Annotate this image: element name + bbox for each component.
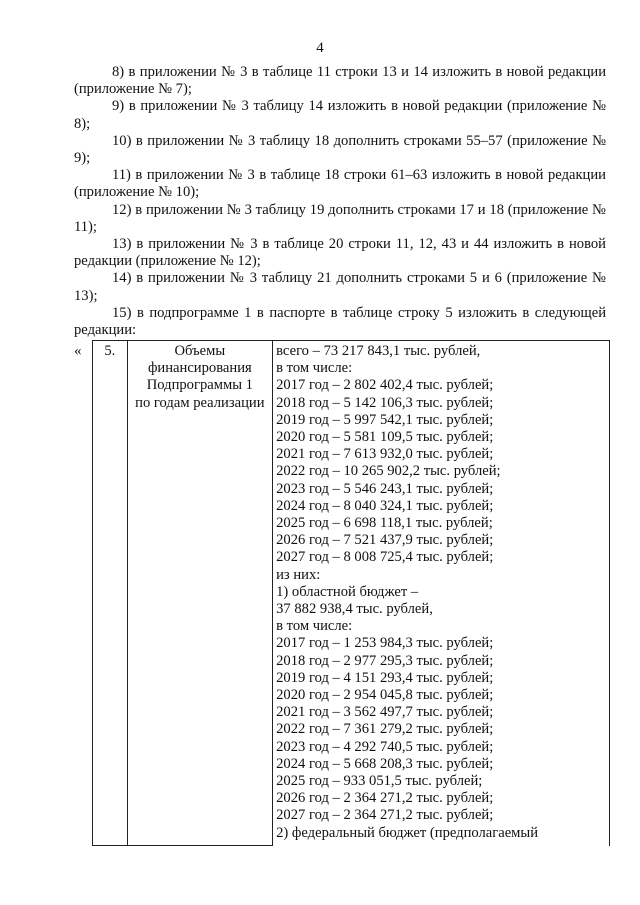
value-line: 2025 год – 6 698 118,1 тыс. рублей;	[276, 515, 493, 532]
value-line: 2020 год – 2 954 045,8 тыс. рублей;	[276, 687, 494, 704]
row-name-cell	[127, 341, 273, 846]
value-line: 2027 год – 8 008 725,4 тыс. рублей;	[276, 549, 494, 566]
value-line: 2022 год – 10 265 902,2 тыс. рублей;	[276, 463, 501, 480]
value-line: 1) областной бюджет –	[276, 583, 419, 600]
value-line: 2021 год – 7 613 932,0 тыс. рублей;	[276, 446, 494, 463]
value-line: 2019 год – 4 151 293,4 тыс. рублей;	[276, 669, 494, 686]
value-line: в том числе:	[276, 618, 353, 635]
row-number-cell	[93, 341, 128, 846]
value-line: 2021 год – 3 562 497,7 тыс. рублей;	[276, 704, 494, 721]
table-row	[93, 341, 610, 846]
row-value-cell	[273, 341, 610, 846]
amendment-item-13: 13) в приложении № 3 в таблице 20 строки 11, 12, 43 и 44 изложить в новой редакции (приложение № 12);	[74, 236, 606, 270]
row-name-line: Объемы	[174, 343, 226, 359]
opening-quote: «	[74, 343, 82, 359]
value-line: 2022 год – 7 361 279,2 тыс. рублей;	[276, 721, 494, 738]
value-line: 2019 год – 5 997 542,1 тыс. рублей;	[276, 411, 494, 428]
row-name-line: финансирования	[147, 360, 252, 377]
value-line: 2018 год – 5 142 106,3 тыс. рублей;	[276, 394, 494, 411]
amendment-item-15: 15) в подпрограмме 1 в паспорте в таблице строку 5 изложить в следующей редакции:	[74, 304, 606, 339]
row-name-line: Подпрограммы 1	[146, 377, 253, 394]
value-line: 2024 год – 8 040 324,1 тыс. рублей;	[276, 497, 494, 514]
row-number: 5.	[104, 343, 116, 359]
value-line: 2020 год – 5 581 109,5 тыс. рублей;	[276, 429, 494, 446]
passport-table	[92, 340, 610, 846]
value-line: 2017 год – 1 253 984,3 тыс. рублей;	[276, 635, 494, 652]
value-line: 2023 год – 5 546 243,1 тыс. рублей;	[276, 480, 494, 497]
value-line: 37 882 938,4 тыс. рублей,	[276, 601, 433, 618]
amendment-item-14: 14) в приложении № 3 таблицу 21 дополнить строками 5 и 6 (приложение № 13);	[74, 270, 606, 304]
value-line: 2) федеральный бюджет (предполагаемый	[276, 824, 539, 841]
value-line: 2027 год – 2 364 271,2 тыс. рублей;	[276, 807, 494, 824]
value-line: 2024 год – 5 668 208,3 тыс. рублей;	[276, 755, 494, 772]
page-number: 4	[316, 40, 324, 56]
value-line: из них:	[276, 566, 321, 583]
amendment-item-11: 11) в приложении № 3 в таблице 18 строки 61–63 изложить в новой редакции (приложение № 10);	[74, 167, 606, 201]
amendment-item-12: 12) в приложении № 3 таблицу 19 дополнить строками 17 и 18 (приложение № 11);	[74, 201, 606, 235]
value-line: 2018 год – 2 977 295,3 тыс. рублей;	[276, 652, 494, 669]
value-line: 2023 год – 4 292 740,5 тыс. рублей;	[276, 738, 494, 755]
amendment-list	[74, 64, 606, 339]
amendment-item-9: 9) в приложении № 3 таблицу 14 изложить в новой редакции (приложение № 8);	[74, 98, 606, 132]
value-line: 2026 год – 7 521 437,9 тыс. рублей;	[276, 532, 494, 549]
amendment-item-8: 8) в приложении № 3 в таблице 11 строки 13 и 14 изложить в новой редакции (приложение № 7);	[74, 64, 606, 98]
value-line: 2025 год – 933 051,5 тыс. рублей;	[276, 773, 483, 790]
value-line: 2017 год – 2 802 402,4 тыс. рублей;	[276, 377, 494, 394]
value-line: 2026 год – 2 364 271,2 тыс. рублей;	[276, 790, 494, 807]
value-line: всего – 73 217 843,1 тыс. рублей,	[276, 343, 481, 359]
value-line: в том числе:	[276, 360, 353, 377]
row-name-line: по годам реализации	[135, 394, 265, 411]
amendment-item-10: 10) в приложении № 3 таблицу 18 дополнить строками 55–57 (приложение № 9);	[74, 132, 606, 167]
